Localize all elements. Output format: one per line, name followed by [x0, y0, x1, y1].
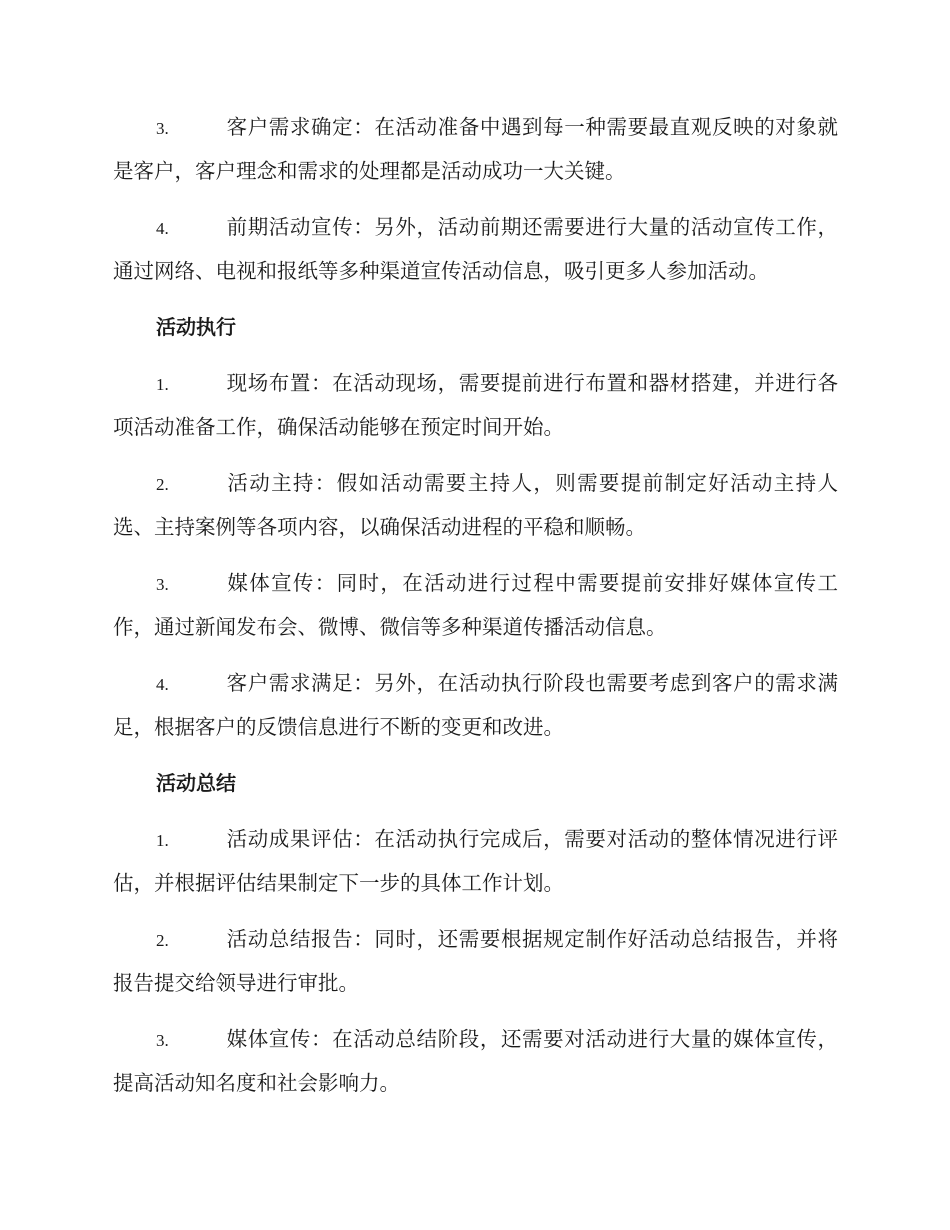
list-number: 4.	[156, 219, 169, 238]
list-number: 3.	[156, 119, 169, 138]
list-number: 2.	[156, 931, 169, 950]
list-item	[113, 662, 838, 748]
section-heading-execution: 活动执行	[156, 315, 236, 339]
list-text: 前期活动宣传：另外，活动前期还需要进行大量的活动宣传工作，通过网络、电视和报纸等多种渠道宣传活动信息，吸引更多人参加活动。	[113, 215, 838, 283]
document-body	[113, 106, 838, 1118]
list-number: 3.	[156, 575, 169, 594]
list-item	[113, 362, 838, 448]
list-item	[113, 206, 838, 292]
list-text: 媒体宣传：在活动总结阶段，还需要对活动进行大量的媒体宣传，提高活动知名度和社会影响力。	[113, 1027, 838, 1095]
list-text: 活动成果评估：在活动执行完成后，需要对活动的整体情况进行评估，并根据评估结果制定下一步的具体工作计划。	[113, 827, 838, 895]
list-item	[113, 562, 838, 648]
list-text: 客户需求确定：在活动准备中遇到每一种需要最直观反映的对象就是客户，客户理念和需求的处理都是活动成功一大关键。	[113, 115, 838, 183]
list-number: 2.	[156, 475, 169, 494]
list-item	[113, 1018, 838, 1104]
list-text: 现场布置：在活动现场，需要提前进行布置和器材搭建，并进行各项活动准备工作，确保活动能够在预定时间开始。	[113, 371, 838, 439]
section-heading-summary: 活动总结	[156, 771, 236, 795]
list-item	[113, 818, 838, 904]
list-number: 4.	[156, 675, 169, 694]
list-item	[113, 106, 838, 192]
list-text: 活动总结报告：同时，还需要根据规定制作好活动总结报告，并将报告提交给领导进行审批。	[113, 927, 838, 995]
list-text: 客户需求满足：另外，在活动执行阶段也需要考虑到客户的需求满足，根据客户的反馈信息进行不断的变更和改进。	[113, 671, 838, 739]
list-number: 1.	[156, 375, 169, 394]
list-text: 活动主持：假如活动需要主持人，则需要提前制定好活动主持人选、主持案例等各项内容，以确保活动进程的平稳和顺畅。	[113, 471, 838, 539]
list-item	[113, 462, 838, 548]
list-text: 媒体宣传：同时，在活动进行过程中需要提前安排好媒体宣传工作，通过新闻发布会、微博、微信等多种渠道传播活动信息。	[113, 571, 838, 639]
list-item	[113, 918, 838, 1004]
list-number: 3.	[156, 1031, 169, 1050]
list-number: 1.	[156, 831, 169, 850]
